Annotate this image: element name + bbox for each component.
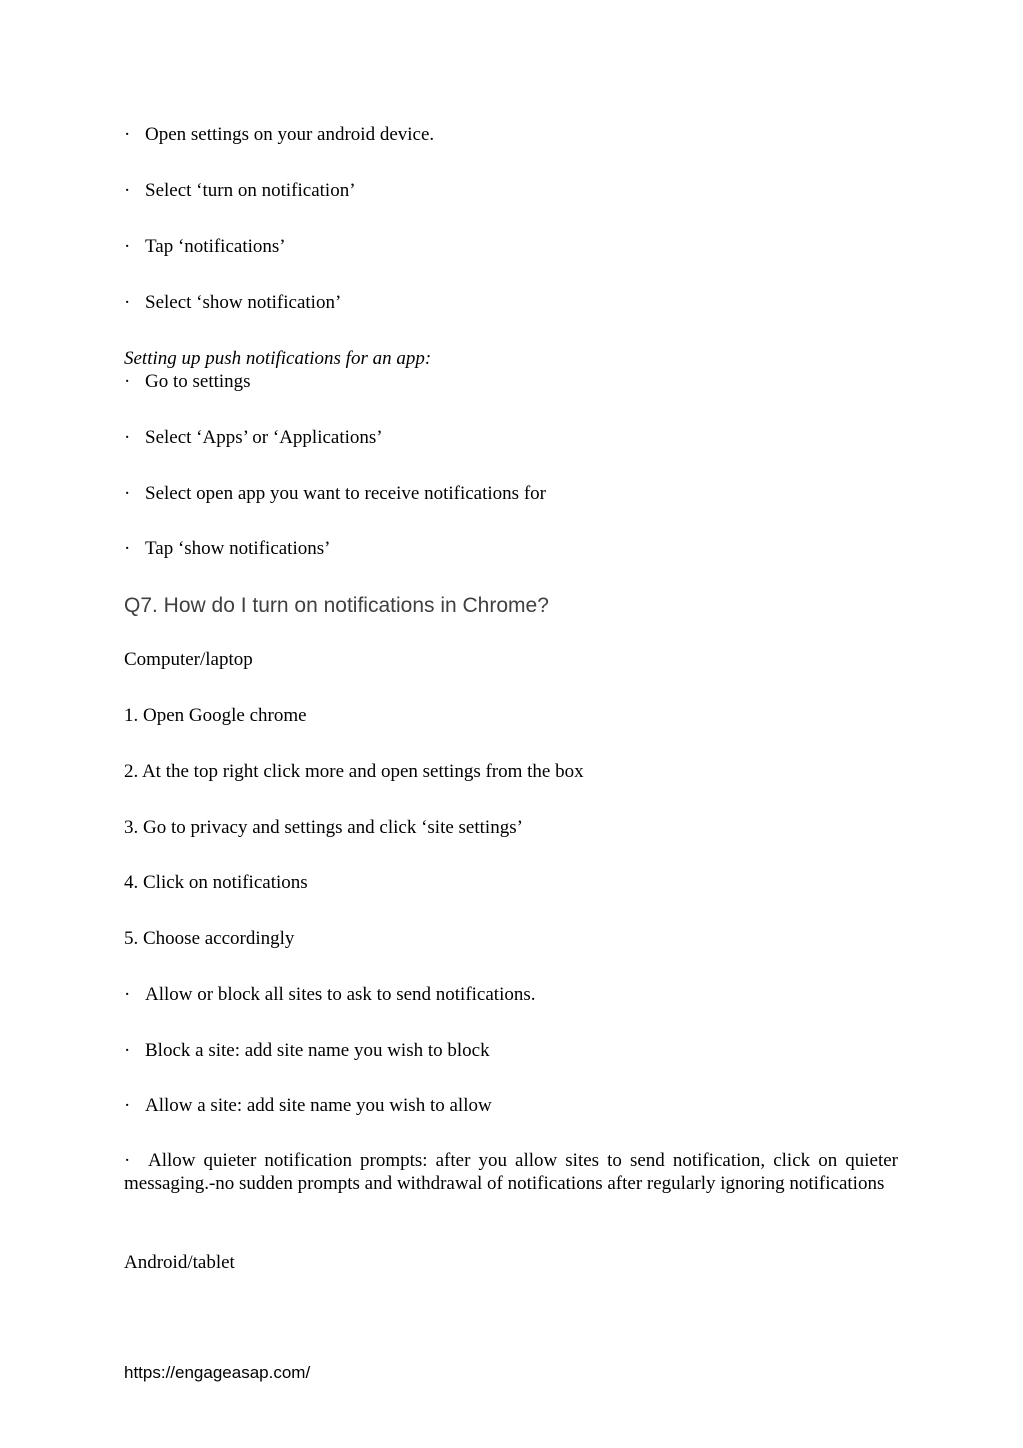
bullet-dot: · — [124, 538, 131, 559]
list-item: · Select ‘Apps’ or ‘Applications’ — [124, 427, 383, 448]
numbered-step: 2. At the top right click more and open settings from the box — [124, 761, 584, 782]
bullet-dot: · — [124, 180, 131, 201]
list-item: · Select open app you want to receive notifications for — [124, 483, 546, 504]
list-item: · Go to settings — [124, 371, 251, 392]
numbered-step: 5. Choose accordingly — [124, 928, 295, 949]
bullet-dot: · — [124, 1095, 131, 1116]
list-item: · Select ‘show notification’ — [124, 292, 342, 313]
list-item: · Open settings on your android device. — [124, 124, 435, 145]
list-item: · Tap ‘notifications’ — [124, 236, 286, 257]
bullet-dot: · — [124, 124, 131, 145]
list-item: · Block a site: add site name you wish to block — [124, 1040, 490, 1061]
list-item: · Select ‘turn on notification’ — [124, 180, 356, 201]
list-item-paragraph: · Allow quieter notification prompts: after you allow sites to send notification, click on quieter messaging.-no sudden prompts and withdrawal of notifications after regularly ignoring notifications — [124, 1150, 898, 1194]
list-item: · Allow or block all sites to ask to send notifications. — [124, 984, 536, 1005]
list-item: · Allow a site: add site name you wish to allow — [124, 1095, 492, 1116]
subsection-label: Android/tablet — [124, 1252, 235, 1273]
subsection-label: Computer/laptop — [124, 649, 253, 670]
section-title: Setting up push notifications for an app: — [124, 348, 432, 369]
list-item: · Tap ‘show notifications’ — [124, 538, 331, 559]
numbered-step: 4. Click on notifications — [124, 872, 308, 893]
bullet-dot: · — [124, 1150, 131, 1171]
numbered-step: 1. Open Google chrome — [124, 705, 307, 726]
bullet-dot: · — [124, 371, 131, 392]
numbered-step: 3. Go to privacy and settings and click ‘site settings’ — [124, 817, 523, 838]
question-heading: Q7. How do I turn on notifications in Chrome? — [124, 594, 549, 617]
bullet-dot: · — [124, 292, 131, 313]
bullet-dot: · — [124, 427, 131, 448]
footer-url: https://engageasap.com/ — [124, 1363, 311, 1382]
bullet-dot: · — [124, 1040, 131, 1061]
bullet-dot: · — [124, 236, 131, 257]
bullet-dot: · — [124, 984, 131, 1005]
bullet-dot: · — [124, 483, 131, 504]
